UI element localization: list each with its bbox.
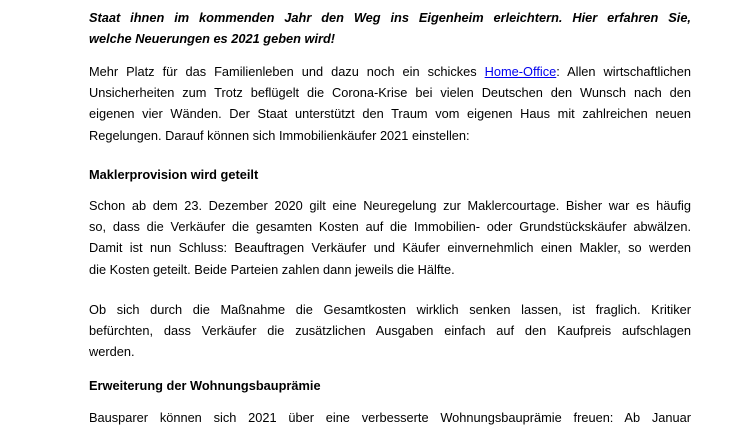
paragraph-line xyxy=(89,61,691,82)
paragraph-line: Ob sich durch die Maßnahme die Gesamtkosten wirklich senken lassen, ist fraglich. Kritiker xyxy=(89,302,691,317)
intro-line: welche Neuerungen es 2021 geben wird! xyxy=(89,31,336,47)
paragraph-line: Damit ist nun Schluss: Beauftragen Verkäufer und Käufer einvernehmlich einen Makler, so werden xyxy=(89,240,691,256)
paragraph-line: Unsicherheiten zum Trotz beflügelt die Corona-Krise bei vielen Deutschen den Wunsch nach den xyxy=(89,85,691,101)
home-office-link[interactable]: Home-Office xyxy=(484,64,557,79)
paragraph-line: eigenen vier Wänden. Der Staat unterstützt den Traum vom eigenen Haus mit zahlreichen neuen xyxy=(89,106,691,122)
section-heading-wohnungsbaupraemie: Erweiterung der Wohnungsbauprämie xyxy=(89,378,321,393)
paragraph-line: werden. xyxy=(89,344,135,360)
text-run: : Allen wirtschaftlichen xyxy=(556,64,691,79)
intro-line: Staat ihnen im kommenden Jahr den Weg ins Eigenheim erleichtern. Hier erfahren Sie, xyxy=(89,10,691,25)
paragraph-line: Schon ab dem 23. Dezember 2020 gilt eine Neuregelung zur Maklercourtage. Bisher war es häufig xyxy=(89,198,691,213)
paragraph-maklercourtage xyxy=(89,195,691,280)
paragraph-home-office xyxy=(89,61,691,146)
section-heading-maklerprovision: Maklerprovision wird geteilt xyxy=(89,167,259,182)
paragraph-line: so, dass die Verkäufer die gesamten Kosten auf die Immobilien- oder Grundstückskäufer abwälzen. xyxy=(89,219,691,235)
paragraph-line: die Kosten geteilt. Beide Parteien zahlen dann jeweils die Hälfte. xyxy=(89,261,455,277)
paragraph-bausparer xyxy=(89,407,691,428)
intro-paragraph xyxy=(89,7,691,49)
paragraph-kritik xyxy=(89,299,691,363)
paragraph-line: befürchten, dass Verkäufer die zusätzlichen Ausgaben einfach auf den Kaufpreis aufschlagen xyxy=(89,323,691,339)
paragraph-line: Bausparer können sich 2021 über eine verbesserte Wohnungsbauprämie freuen: Ab Januar xyxy=(89,410,691,425)
text-run: Mehr Platz für das Familienleben und dazu noch ein schickes xyxy=(89,64,485,79)
paragraph-line: Regelungen. Darauf können sich Immobilienkäufer 2021 einstellen: xyxy=(89,127,470,143)
